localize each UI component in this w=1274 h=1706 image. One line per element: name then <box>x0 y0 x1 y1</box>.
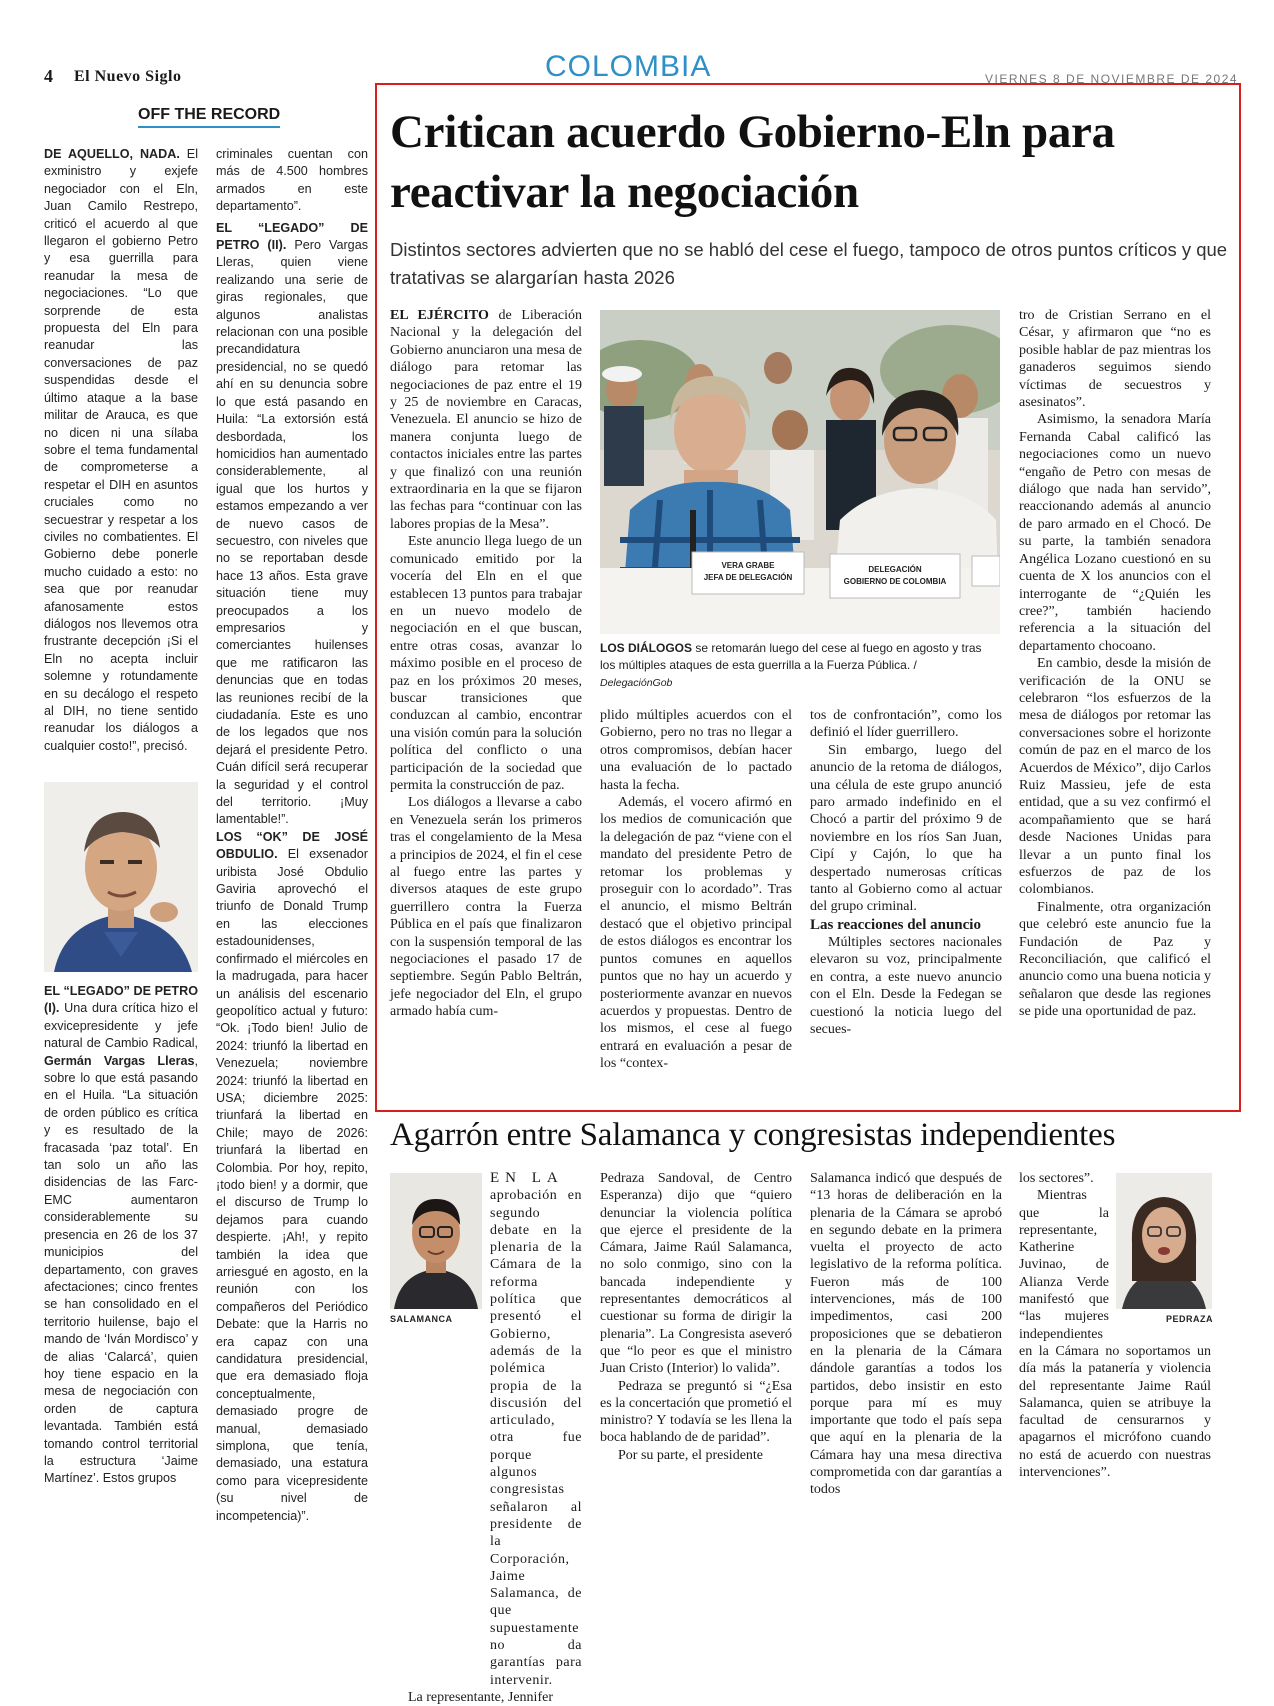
dialogue-photo <box>600 310 1000 634</box>
photo-caption: LOS DIÁLOGOS se retomarán luego del cese al fuego en agosto y tras los múltiples ataques de esta guerrilla a la Fuerza Pública. / DelegaciónGob <box>600 641 982 689</box>
placard-government: GOBIERNO DE COLOMBIA <box>843 577 947 586</box>
paragraph: plido múltiples acuerdos con el Gobierno, pero no tras no llegar a otros compromisos, debían hacer una evaluación de lo pactado hasta la fecha. <box>600 708 792 793</box>
subheading: Las reacciones del anuncio <box>810 916 981 933</box>
paragraph: tos de confrontación”, como los definió el líder guerrillero. <box>810 708 1002 741</box>
salamanca-label: SALAMANCA <box>390 1314 453 1324</box>
second-headline: Agarrón entre Salamanca y congresistas independientes <box>390 1117 1116 1153</box>
placard-delegation: DELEGACIÓN <box>868 565 922 574</box>
pedraza-label: PEDRAZA <box>1166 1314 1214 1324</box>
main-headline: Critican acuerdo Gobierno-Eln para reactivar la negociación <box>390 106 1115 218</box>
paragraph: Este anuncio llega luego de un comunicado emitido por la vocería del Eln en el que establecen 13 puntos para trabajar en un nuevo modelo de negociación en el que buscan, entre otras cosas, avanzar lo máximo posible en el proceso de paz en los próximos 20 meses, buscar transiciones que conduzcan al cambio, encontrar una visión común para la solución política del conflicto o una participación de la sociedad que permita la construcción de paz. <box>390 534 582 793</box>
otr-item: LOS “OK” DE JOSÉ OBDULIO. El exsenador uribista José Obdulio Gaviria aprovechó el triunfo de Donald Trump en las elecciones estadounidenses, confirmado el miércoles en la madrugada, para hacer un análisis del escenario geopolítico actual y futuro: “Ok. ¡Todo bien! Julio de 2024: triunfó la libertad en Venezuela; noviembre 2024: triunfó la libertad en USA; diciembre 2025: triunfará la libertad en Chile; mayo de 2026: triunfará la libertad en Colombia. Por hoy, repito, ¡todo bien! y a dormir, que el discurso de Trump lo dejamos para cuando despierte. ¡Ah!, y repito también la idea que arriesgué en agosto, en la reunión con los compañeros del Periódico Debate: que la Harris no era capaz con una candidatura presidencial, que era demasiado floja conceptualmente, demasiado progre de manual, demasiado simplona, que tenía, demasiado, una estatura como para vicepresidente (su nivel de incompetencia)”. <box>216 829 368 1523</box>
paragraph: aprobación en segundo debate en la plenaria de la Cámara de la reforma política que presentó el Gobierno, además de la polémica propia de la discusión del articulado, otra fue porque algunos congresistas señalaron al presidente de la Corporación, Jaime Salamanca, de que supuestamente no da garantías para intervenir. <box>490 1188 582 1688</box>
off-the-record-column-a-bottom <box>44 983 198 1488</box>
main-column-4 <box>1019 307 1211 1021</box>
off-the-record-title: OFF THE RECORD <box>138 106 280 128</box>
paragraph: Además, el vocero afirmó en los medios de comunicación que la delegación de paz “viene con el mandato del presidente Petro de retomar los problemas y proseguir con lo acordado”. Tras el anuncio, el mismo Beltrán destacó que el objetivo principal de estos diálogos es encontrar los puntos comunes en aquellos puntos que no hay un acuerdo y posteriormente avanzar en nuevos acuerdos y propuestas. Dentro de los mismos, el cese al fuego entrará en evaluación a pesar de los “contex- <box>600 795 792 1072</box>
newspaper-name: El Nuevo Siglo <box>74 68 182 85</box>
paragraph: Salamanca indicó que después de “13 horas de deliberación en la plenaria de la Cámara se aprobó en segundo debate en la primera vuelta el proyecto de acto legislativo de la reforma política. Fueron más de 100 intervenciones, más de 100 impedimentos, casi 200 proposiciones que se debatieron en la plenaria de la Cámara dándole garantías a todos los partidos, debo insistir en esto porque para mí es muy importante que todo el país sepa que aquí en la plenaria de la Cámara hay una mesa directiva comprometida con dar garantías a todos <box>810 1171 1002 1498</box>
otr-item: DE AQUELLO, NADA. El exministro y exjefe negociador con el Eln, Juan Camilo Restrepo, criticó el acuerdo al que llegaron el gobierno Petro y esa guerrilla para reanudar la mesa de negociaciones. “Lo que sorprende de esta propuesta del Eln para reanudar las conversaciones de paz suspendidas desde el último ataque a la base militar de Arauca, es que no dicen ni una sílaba sobre el tema fundamental de comprometerse a respetar el DIH en asuntos cruciales como no secuestrar y respetar a los civiles no combatientes. El Gobierno debe ponerle mucho cuidado a esto: no sea que por reanudar afanosamente estos diálogos nos llevemos otra frustrante decepción ¡Si el Eln no acepta incluir solemne y rotundamente en su decálogo el respeto al DIH, no tiene sentido reanudar los diálogos a cualquier costo!”, precisó. <box>44 147 198 753</box>
paragraph: Finalmente, otra organización que celebró este anuncio fue la Fundación de Paz y Reconciliación, que calificó el anuncio como una buena noticia y señalaron que desde las regiones se pide una oportunidad de paz. <box>1019 899 1211 1020</box>
paragraph: en la Cámara no soportamos un día más la patanería y violencia del representante Jaime Raúl Salamanca, quien se atribuye la facultad de censurarnos y apagarnos el micrófono cuando no está de acuerdo con nuestras intervenciones”. <box>1019 1343 1211 1481</box>
vargas-lleras-photo <box>44 782 198 972</box>
paragraph: Sin embargo, luego del anuncio de la retoma de diálogos, una célula de este grupo anunció paro armado indefinido en el Chocó a partir del próximo 9 de noviembre en los ríos San Juan, Cipí y Cajón, lo que ha despertado numerosas críticas tanto al Gobierno como al actuar del grupo criminal. <box>810 742 1002 915</box>
main-deck: Distintos sectores advierten que no se habló del cese el fuego, tampoco de otros puntos críticos y que tratativas se alargarían hasta 2026 <box>390 239 1228 288</box>
paragraph: La representante, Jennifer <box>408 1689 553 1705</box>
paragraph: Mientras que la representante, Katherine Juvinao, de Alianza Verde manifestó que “las mujeres independientes <box>1019 1188 1109 1342</box>
main-column-2 <box>600 707 792 1073</box>
paragraph: los sectores”. <box>1019 1171 1094 1186</box>
paragraph: Múltiples sectores nacionales elevaron su voz, principalmente en contra, a este nuevo anuncio con el Eln. Desde la Fedegan se cuestionó la noticia luego del secues- <box>810 934 1002 1037</box>
photo-credit: DelegaciónGob <box>600 677 673 689</box>
paragraph: Pedraza Sandoval, de Centro Esperanza) dijo que “quiero denunciar la violencia política que ejerce el presidente de la Cámara, Jaime Raúl Salamanca, no solo conmigo, sino con la bancada independiente y representantes democráticos al cuestionar su forma de dirigir la plenaria”. La Congresista aseveró que “lo peor es que el ministro Juan Cristo (Interior) lo valida”. <box>600 1171 792 1377</box>
second-story-column-2 <box>600 1170 792 1464</box>
second-story-column-3 <box>810 1170 1002 1499</box>
paragraph <box>390 1170 582 1187</box>
second-story-column-1 <box>390 1170 582 1706</box>
otr-item: EL “LEGADO” DE PETRO (I). Una dura crítica hizo el exvicepresidente y jefe natural de Cambio Radical, Germán Vargas Lleras, sobre lo que está pasando en el Huila. “La situación de orden público es crítica y es resultado de la fracasada ‘paz total’. En tan solo un año las disidencias de las Farc-EMC aumentaron considerablemente su presencia en 26 de los 37 municipios del departamento, con graves afectaciones; cinco frentes se han consolidado en el territorio huilense, bajo el mando de ‘Iván Mordisco’ y de alias ‘Calarcá’, quien hoy tiene espacio en la mesa de negociación con orden de captura levantada. También está tomando control territorial la estructura ‘Jaime Martínez’. Estos grupos <box>44 984 198 1486</box>
off-the-record-column-b <box>216 146 368 1525</box>
main-column-1 <box>390 307 582 1021</box>
main-column-3 <box>810 707 1002 1038</box>
otr-item: criminales cuentan con más de 4.500 hombres armados en este departamento”. <box>216 147 368 214</box>
otr-item: EL “LEGADO” DE PETRO (II). Pero Vargas Lleras, quien viene realizando una serie de giras regionales, que algunos analistas relacionan con una posible precandidatura presidencial, no se quedó ahí en su denuncia sobre lo que está pasando en Huila: “La extorsión está desbordada, los homicidios han aumentado considerablemente, al igual que los hurtos y estamos empezando a ver de nuevo casos de secuestro, con niveles que no se reportaban desde hace 13 años. Esta grave situación tiene muy preocupados a los empresarios y comerciantes huilenses que me ratificaron las denuncias que en todas las reuniones recibí de la ciudadanía. Este es uno de los legados que nos dejará el presidente Petro. Cuán difícil será recuperar la seguridad y el control del territorio. ¡Muy lamentable!”. <box>216 220 368 827</box>
off-the-record-column-a <box>44 146 198 755</box>
paragraph: tro de Cristian Serrano en el César, y afirmaron que “no es posible hablar de paz mientras los ganaderos seguimos siendo víctimas de secuestros y asesinatos”. <box>1019 308 1211 411</box>
paragraph: Asimismo, la senadora María Fernanda Cabal calificó las negociaciones como un nuevo “engaño de Petro con mesas de diálogo que nada han servido”, reaccionando además al anuncio de paro armado en el Chocó. De su parte, la también senadora Angélica Lozano cuestionó en su cuenta de X los anuncios con el interrogante de “¿Quién les cree?”, también haciendo referencia a la situación del departamento chocoano. <box>1019 412 1211 654</box>
pedraza-photo <box>1116 1173 1212 1309</box>
paragraph: En cambio, desde la misión de verificación de la ONU se celebraron “los esfuerzos de la mesa de diálogos por retomar las conversaciones sobre el horizonte común de paz en el marco de los Acuerdos de México”, dijo Carlos Ruiz Massieu, jefe de esta entidad, que a su vez confirmó el acompañamiento que se hará desde Naciones Unidas para llevar a un punto final los esfuerzos de paz de los colombianos. <box>1019 656 1211 898</box>
paragraph: Los diálogos a llevarse a cabo en Venezuela serán los primeros tras el congelamiento de la Mesa a principios de 2024, el fin el cese al fuego entre las partes y diversos ataques de este grupo guerrillero contra la Fuerza Pública en el país que finalizaron con la suspensión temporal de las negociaciones el pasado 17 de septiembre. Según Pablo Beltrán, jefe negociador del Eln, el grupo armado había cum- <box>390 795 582 1020</box>
dropcap-lead: EN LA <box>490 1170 564 1186</box>
placard-name: VERA GRABE <box>721 561 775 570</box>
issue-date: VIERNES 8 DE NOVIEMBRE DE 2024 <box>985 72 1239 86</box>
section-title: COLOMBIA <box>545 50 712 83</box>
paragraph: EL EJÉRCITO de Liberación Nacional y la delegación del Gobierno anunciaron una mesa de diálogo para retomar las negociaciones de paz entre el 19 y 25 de noviembre en Caracas, Venezuela. El anuncio se hizo de manera conjunta luego de contactos iniciales entre las partes y que finalizó con una reunión extraordinaria en la que se fijaron las fechas para “continuar con las labores propias de la Mesa”. <box>390 308 582 532</box>
paragraph: Por su parte, el presidente <box>618 1447 764 1463</box>
page-number: 4 <box>44 66 53 86</box>
placard-role: JEFA DE DELEGACIÓN <box>703 573 793 582</box>
paragraph: Pedraza se preguntó si “¿Esa es la concertación que prometió el ministro? Y todavía se les llena la boca hablando de de paridad”. <box>600 1378 792 1446</box>
